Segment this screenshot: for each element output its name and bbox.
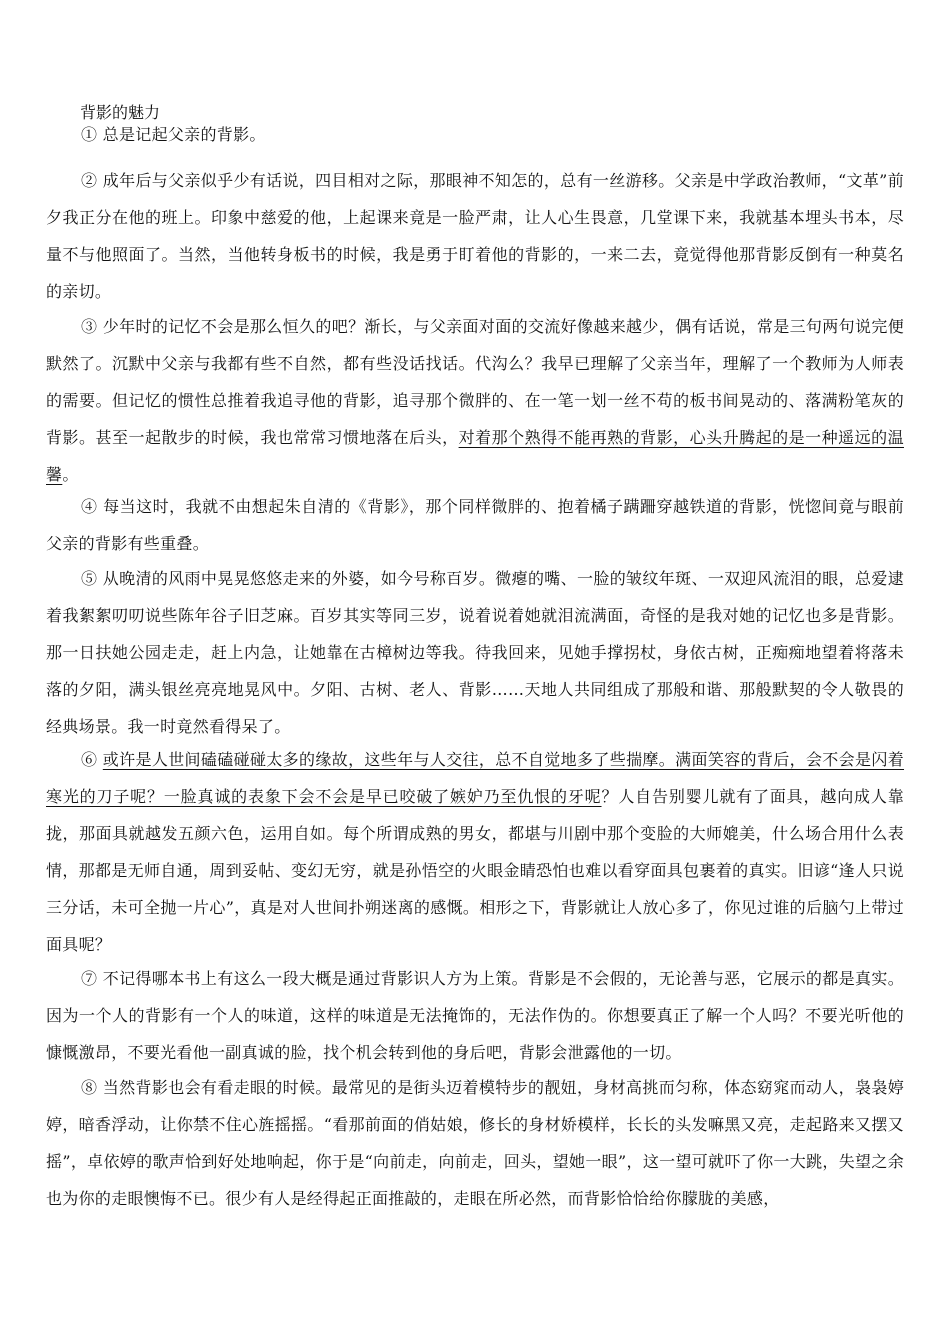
paragraph-6-tail: ？人自告别婴儿就有了面具，越向成人靠拢，那面具就越发五颜六色，运用自如。每个所谓成熟的男女，都堪与川剧中那个变脸的大师媲美，什么场合用什么表情，那都是无师自通，周到妥帖、变幻无穷，就是孙悟空的火眼金睛恐怕也难以看穿面具包裹着的真实。旧谚“逢人只说三分话，未可全抛一片心”，真是对人世间扑朔迷离的感慨。相形之下，背影就让人放心多了，你见过谁的后脑勺上带过面具呢？ [46, 787, 904, 954]
paragraph-1: ① 总是记起父亲的背影。 [81, 125, 266, 144]
paragraph-7: ⑦ 不记得哪本书上有这么一段大概是通过背影识人方为上策。背影是不会假的，无论善与恶，它展示的都是真实。因为一个人的背影有一个人的味道，这样的味道是无法掩饰的，无法作伪的。你想要真正了解一个人吗？不要光听他的慷慨激昂，不要光看他一副真诚的脸，找个机会转到他的身后吧，背影会泄露他的一切。 [46, 969, 904, 1062]
paragraph-2: ② 成年后与父亲似乎少有话说，四目相对之际，那眼神不知怎的，总有一丝游移。父亲是中学政治教师，“文革”前夕我正分在他的班上。印象中慈爱的他，上起课来竟是一脸严肃，让人心生畏意，几堂课下来，我就基本埋头书本，尽量不与他照面了。当然，当他转身板书的时候，我是勇于盯着他的背影的，一来二去，竟觉得他那背影反倒有一种莫名的亲切。 [46, 171, 904, 301]
paragraph-6 [46, 741, 904, 963]
article-title: 背影的魅力 [80, 103, 161, 122]
paragraph-3-underlined: 对着那个熟得不能再熟的背影，心头升腾起的是一种遥远的温馨 [46, 428, 904, 484]
paragraph-3 [46, 308, 904, 493]
paragraph-3-text: ③ 少年时的记忆不会是那么恒久的吧？渐长，与父亲面对面的交流好像越来越少，偶有话说，常是三句两句说完便默然了。沉默中父亲与我都有些不自然，都有些没话找话。代沟么？我早已理解了父亲当年，理解了一个教师为人师表的需要。但记忆的惯性总推着我追寻他的背影，追寻那个微胖的、在一笔一划一丝不苟的板书间晃动的、落满粉笔灰的背影。甚至一起散步的时候，我也常常习惯地落在后头， [46, 317, 904, 447]
paragraph-5: ⑤ 从晚清的风雨中晃晃悠悠走来的外婆，如今号称百岁。微瘪的嘴、一脸的皱纹年斑、一双迎风流泪的眼，总爱逮着我絮絮叨叨说些陈年谷子旧芝麻。百岁其实等同三岁，说着说着她就泪流满面，奇怪的是我对她的记忆也多是背影。那一日扶她公园走走，赶上内急，让她靠在古樟树边等我。待我回来，见她手撑拐杖，身依古树，正痴痴地望着将落未落的夕阳，满头银丝亮亮地晃风中。夕阳、古树、老人、背影……天地人共同组成了那般和谐、那般默契的令人敬畏的经典场景。我一时竟然看得呆了。 [46, 569, 904, 736]
paragraph-3-tail: 。 [62, 465, 79, 484]
paragraph-8: ⑧ 当然背影也会有看走眼的时候。最常见的是街头迈着模特步的靓妞，身材高挑而匀称，体态窈窕而动人，袅袅婷婷，暗香浮动，让你禁不住心旌摇摇。“看那前面的俏姑娘，修长的身材娇模样，长长的头发嘛黑又亮，走起路来又摆又摇”，卓依婷的歌声恰到好处地响起，你于是“向前走，向前走，回头，望她一眼”，这一望可就吓了你一大跳，失望之余也为你的走眼懊悔不已。很少有人是经得起正面推敲的，走眼在所必然，而背影恰恰给你朦胧的美感， [46, 1078, 904, 1208]
paragraph-6-underlined: 或许是人世间磕磕碰碰太多的缘故，这些年与人交往，总不自觉地多了些揣摩。满面笑容的背后，会不会是闪着寒光的刀子呢？一脸真诚的表象下会不会是早已咬破了嫉妒乃至仇恨的牙呢 [46, 750, 905, 806]
paragraph-6-lead: ⑥ [81, 750, 103, 769]
paragraph-4: ④ 每当这时，我就不由想起朱自清的《背影》，那个同样微胖的、抱着橘子蹒跚穿越铁道的背影，恍惚间竟与眼前父亲的背影有些重叠。 [46, 497, 904, 553]
